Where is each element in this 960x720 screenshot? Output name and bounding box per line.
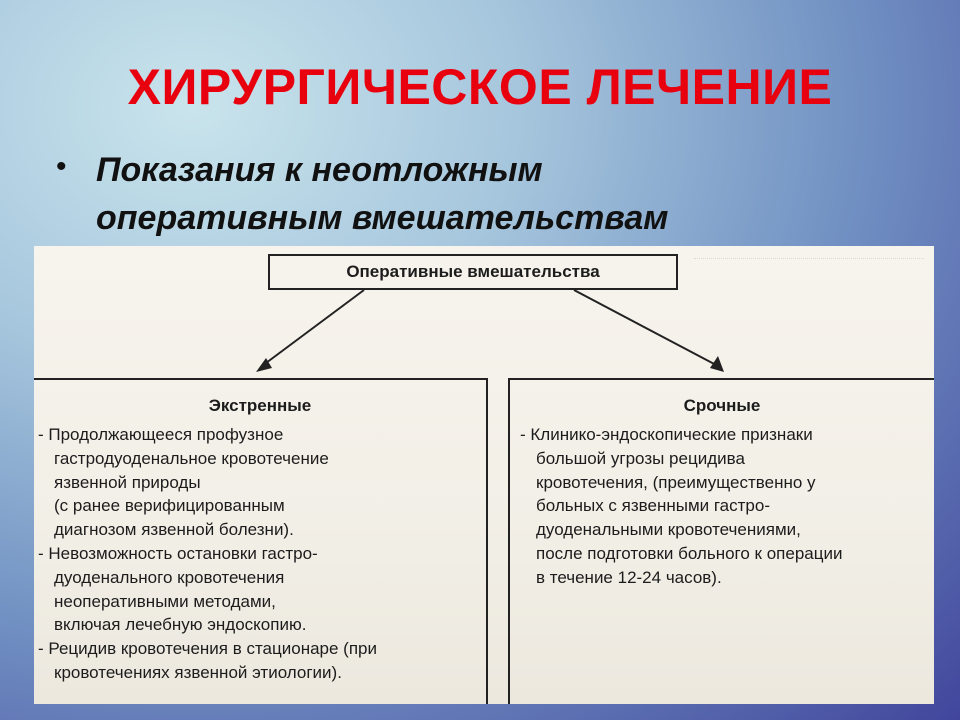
list-line: дуоденального кровотечения <box>54 567 285 587</box>
list-line: - Рецидив кровотечения в стационаре (при <box>38 639 377 659</box>
bullet-item <box>56 150 916 242</box>
slide-title: ХИРУРГИЧЕСКОЕ ЛЕЧЕНИЕ <box>127 59 833 115</box>
root-node: Оперативные вмешательства <box>268 254 678 290</box>
urgent-title: Срочные <box>683 396 761 415</box>
emergency-list <box>34 423 486 685</box>
list-line: - Невозможность остановки гастро- <box>38 543 318 563</box>
list-line: кровотечениях язвенной этиологии). <box>54 662 342 682</box>
bullet-line: Показания к неотложным <box>96 151 543 189</box>
bullet-line: оперативным вмешательствам <box>96 199 669 237</box>
list-line: большой угрозы рецидива <box>536 448 745 468</box>
list-line: диагнозом язвенной болезни). <box>54 520 294 540</box>
bullet-text <box>96 146 816 242</box>
list-line: дуоденальными кровотечениями, <box>536 520 801 540</box>
list-line: включая лечебную эндоскопию. <box>54 615 307 635</box>
list-line: - Продолжающееся профузное <box>38 425 284 444</box>
emergency-column <box>34 378 488 704</box>
arrow-left-line <box>262 290 364 366</box>
list-line: в течение 12-24 часов). <box>536 567 722 587</box>
list-line: гастродуоденальное кровотечение <box>54 448 329 468</box>
list-line: после подготовки больного к операции <box>536 543 843 563</box>
arrow-right-line <box>574 290 718 366</box>
list-line: - Клинико-эндоскопические признаки <box>520 425 813 444</box>
list-line: (с ранее верифицированным <box>54 496 285 516</box>
scanned-diagram <box>34 246 934 704</box>
list-line: язвенной природы <box>54 472 201 492</box>
urgent-list <box>510 423 934 590</box>
emergency-title: Экстренные <box>208 396 312 415</box>
list-line: неоперативными методами, <box>54 591 276 611</box>
list-line: больных с язвенными гастро- <box>536 496 770 516</box>
bullet-dot-icon: • <box>56 150 67 183</box>
list-line: кровотечения, (преимущественно у <box>536 472 816 492</box>
urgent-column <box>508 378 934 704</box>
